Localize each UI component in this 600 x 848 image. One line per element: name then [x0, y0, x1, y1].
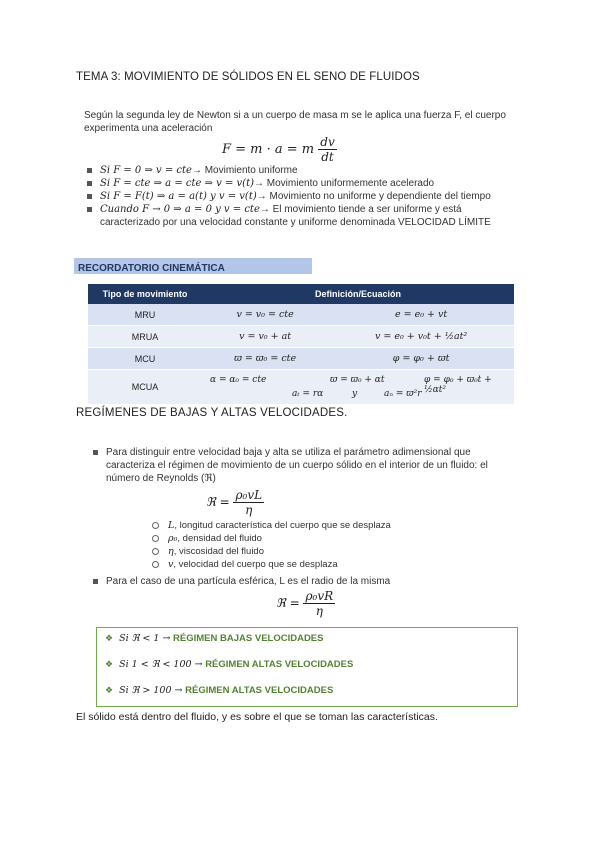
regime-row: ❖ Si 1 < ℜ < 100 → RÉGIMEN ALTAS VELOCIDADES [105, 659, 354, 670]
newton-eq-lhs: F = m · a = m [222, 142, 315, 157]
circle-bullet-icon [152, 548, 159, 555]
header-tipo: Tipo de movimiento [88, 284, 202, 304]
table-row: MCUA α = α₀ = cte ϖ = ϖ₀ + αt φ = φ₀ + ϖ₀t + ½αt² aₜ = rα y aₙ = ϖ²r [88, 370, 514, 405]
list-item: ρ₀, densidad del fluido [152, 532, 391, 545]
reynolds-list [90, 446, 522, 485]
list-item: Para el caso de una partícula esférica, L es el radio de la misma [90, 575, 522, 588]
regime-row: ❖ Si ℜ < 1 → RÉGIMEN BAJAS VELOCIDADES [105, 633, 324, 644]
diamond-bullet-icon: ❖ [105, 659, 114, 669]
bullet-icon [93, 450, 98, 455]
kinematics-table [88, 284, 514, 405]
variables-list [152, 519, 391, 571]
list-item: η, viscosidad del fluido [152, 545, 391, 558]
reynolds-equation-sphere: ℜ = $\frac{\text{ρ₀vR}}{\eta}$ [276, 589, 334, 618]
list-item: Para distinguir entre velocidad baja y alta se utiliza el parámetro adimensional que caracteriza el régimen de movimiento de un cuerpo sólido en el interior de un fluido: el número de Reynolds (ℜ) [90, 446, 522, 485]
reynolds-equation: ℜ = $\frac{\text{ρ₀vL}}{\eta}$ [206, 488, 263, 517]
page-title: TEMA 3: MOVIMIENTO DE SÓLIDOS EN EL SENO DE FLUIDOS [76, 71, 420, 83]
section-heading-cinematica: RECORDATORIO CINEMÁTICA [74, 258, 312, 274]
table-row: MRU v = v₀ = cte e = e₀ + vt [88, 304, 514, 326]
list-item: Cuando F → 0 ⇒ a = 0 y v = cte→ El movimiento tiende a ser uniforme y está caracterizado por una velocidad constante y uniforme denominada VELOCIDAD LÍMITE [84, 203, 516, 229]
list-item: Si F = 0 ⇒ v = cte→ Movimiento uniforme [84, 164, 516, 177]
circle-bullet-icon [152, 522, 159, 529]
bullet-icon [87, 194, 92, 199]
bullet-icon [87, 207, 92, 212]
table-row: MCU ϖ = ϖ₀ = cte φ = φ₀ + ϖt [88, 348, 514, 370]
newton-frac-num: dv [320, 135, 335, 149]
list-item: Si F = F(t) ⇒ a = a(t) y v = v(t)→ Movimiento no uniforme y dependiente del tiempo [84, 190, 516, 203]
regimes-box [96, 627, 518, 707]
table-row: MRUA v = v₀ + at v = e₀ + v₀t + ½at² [88, 326, 514, 348]
bullet-icon [87, 181, 92, 186]
bullet-icon [93, 579, 98, 584]
bullet-icon [87, 168, 92, 173]
list-item: v, velocidad del cuerpo que se desplaza [152, 558, 391, 571]
final-note: El sólido está dentro del fluido, y es sobre el que se toman las características. [76, 711, 438, 723]
newton-fraction [318, 135, 336, 164]
newton-frac-den: dt [321, 150, 334, 164]
diamond-bullet-icon: ❖ [105, 685, 114, 695]
diamond-bullet-icon: ❖ [105, 633, 114, 643]
table-header [88, 284, 514, 304]
header-definicion: Definición/Ecuación [202, 284, 514, 304]
regime-row: ❖ Si ℜ > 100 → RÉGIMEN ALTAS VELOCIDADES [105, 685, 334, 696]
list-item: Si F = cte ⇒ a = cte ⇒ v = v(t)→ Movimiento uniformemente acelerado [84, 177, 516, 190]
force-cases-list [84, 164, 516, 229]
newton-equation [222, 135, 337, 164]
section-title-regimenes: REGÍMENES DE BAJAS Y ALTAS VELOCIDADES. [76, 407, 348, 419]
esfera-list [90, 575, 522, 588]
circle-bullet-icon [152, 561, 159, 568]
intro-paragraph: Según la segunda ley de Newton si a un cuerpo de masa m se le aplica una fuerza F, el cuerpo experimenta una aceleración [84, 110, 506, 134]
list-item: L, longitud característica del cuerpo que se desplaza [152, 519, 391, 532]
circle-bullet-icon [152, 535, 159, 542]
